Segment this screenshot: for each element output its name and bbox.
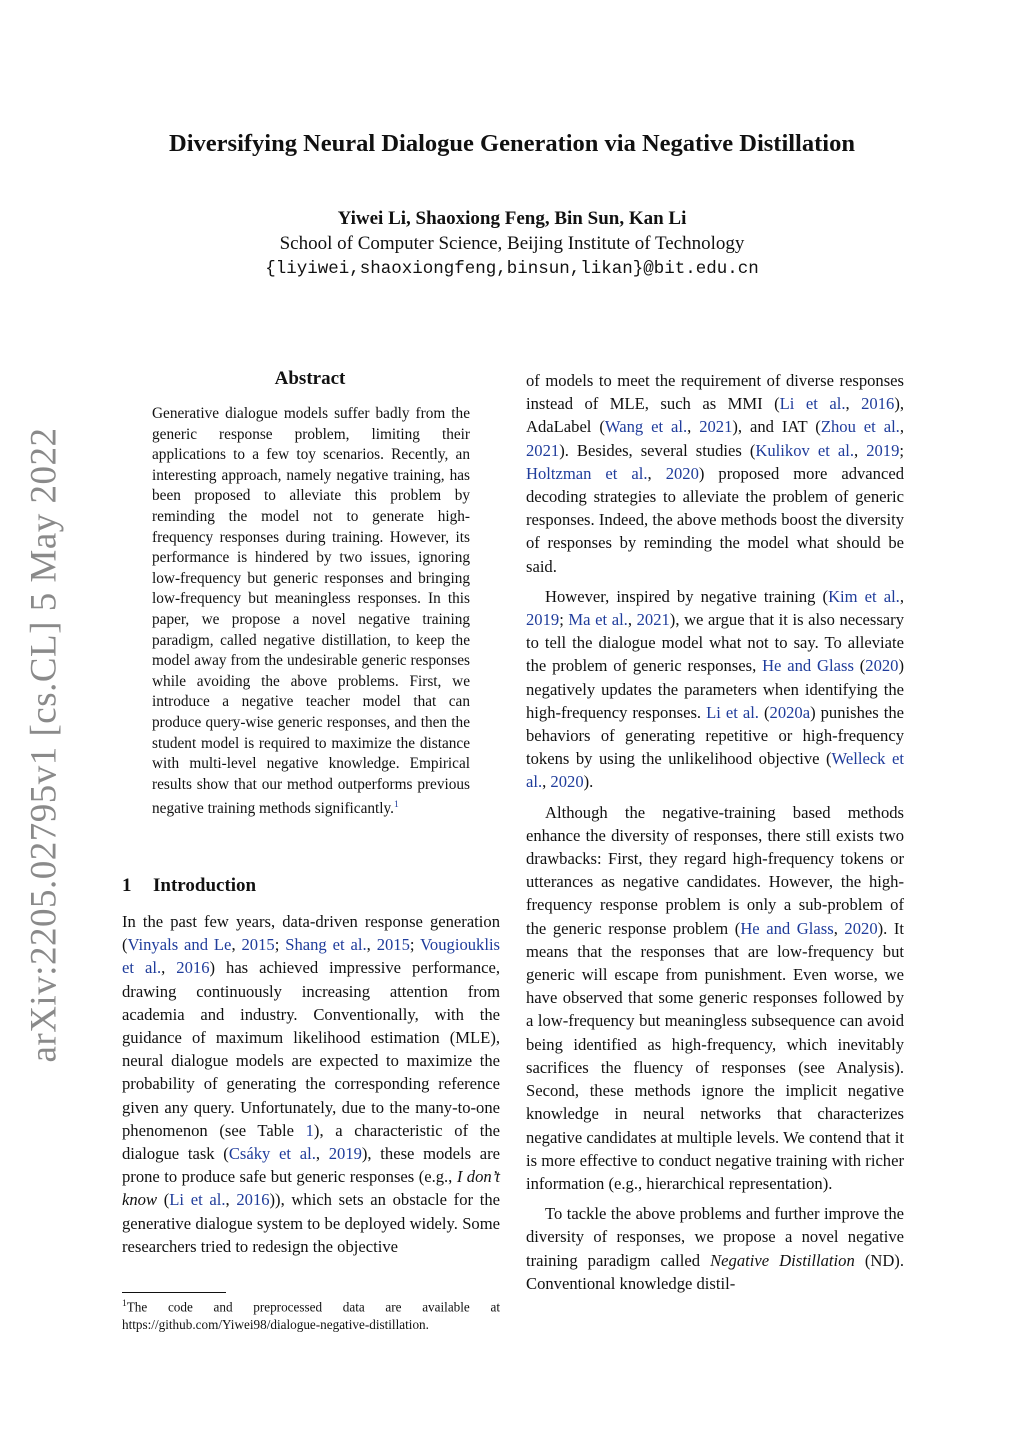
emphasis: I don’t know — [122, 1167, 500, 1210]
footnote — [122, 1296, 500, 1333]
citation-link[interactable]: 2020 — [865, 656, 899, 676]
citation-link[interactable]: 2015 — [376, 935, 410, 955]
citation-link[interactable]: Li et al. — [706, 702, 759, 722]
paragraph: However, inspired by negative training (Kim et al., 2019; Ma et al., 2021), we argue that it is also necessary to tell the dialogue model what not to say. To alleviate the problem of generic responses, He and Glass (2020) negatively updates the parameters when identifying the high-frequency responses. Li et al. (2020a) punishes the behaviors of generating repetitive or high-frequency tokens by using the unlikelihood objective (Welleck et al., 2020). — [526, 586, 904, 792]
section-heading — [122, 875, 256, 897]
citation-link[interactable]: 2019 — [526, 610, 560, 630]
citation-link[interactable]: 2020 — [844, 918, 878, 938]
author-list: Yiwei Li, Shaoxiong Feng, Bin Sun, Kan Li — [337, 208, 687, 229]
citation-link[interactable]: Zhou et al. — [820, 417, 900, 437]
abstract-body — [152, 404, 470, 820]
author-emails: {liyiwei,shaoxiongfeng,binsun,likan}@bit.edu.cn — [265, 259, 759, 279]
paper-title: Diversifying Neural Dialogue Generation via Negative Distillation — [169, 130, 855, 157]
abstract-text: Generative dialogue models suffer badly from the generic response problem, limiting their applications to a few toy scenarios. Recently, an interesting approach, namely negative training, has been proposed to alleviate this problem by reminding the model not to generate high-frequency responses during training. However, its performance is hindered by two issues, ignoring low-frequency but generic responses and bringing low-frequency but meaningless responses. In this paper, we propose a novel negative training paradigm, called negative distillation, to keep the model away from the undesirable generic responses while avoiding the above problems. First, we introduce a negative teacher model that can produce query-wise generic responses, and then the student model is required to maximize the distance with multi-level negative knowledge. Empirical results show that our method outperforms previous negative training methods significantly. — [152, 405, 470, 818]
citation-link[interactable]: 2021 — [526, 440, 560, 460]
footnote-text: The code and preprocessed data are available at https://github.com/Yiwei98/dialogue-negative-distillation. — [122, 1299, 500, 1332]
citation-link[interactable]: Welleck et al. — [526, 749, 904, 792]
citation-link[interactable]: He and Glass — [740, 918, 834, 938]
paragraph: Although the negative-training based methods enhance the diversity of responses, there still exists two drawbacks: First, they regard high-frequency tokens or utterances as negative candidates. However, the high-frequency response problem is only a sub-problem of the generic response problem (He and Glass, 2020). It means that the responses that are low-frequency but generic will escape from punishment. Even worse, we have observed that some generic responses followed by a low-frequency but meaningless subsequence can avoid being identified as high-frequency, which inevitably sacrifices the fluency of responses (see Analysis). Second, these methods ignore the implicit negative knowledge in neural networks that characterizes negative candidates at multiple levels. We contend that it is more effective to conduct negative training with richer information (e.g., hierarchical representation). — [526, 802, 905, 1193]
citation-link[interactable]: Vougiouklis et al. — [122, 935, 501, 978]
citation-link[interactable]: 2015 — [241, 935, 275, 955]
citation-link[interactable]: Li et al. — [779, 394, 846, 414]
citation-link[interactable]: 2019 — [866, 440, 900, 460]
abstract-heading: Abstract — [274, 368, 346, 389]
arxiv-identifier — [22, 427, 66, 1063]
citation-link[interactable]: 2020a — [769, 702, 811, 722]
citation-link[interactable]: Vinyals and Le — [127, 935, 232, 955]
citation-link[interactable]: Wang et al. — [604, 417, 688, 437]
citation-link[interactable]: 2021 — [636, 610, 670, 630]
citation-link[interactable]: 2016 — [176, 958, 210, 978]
emphasis: Negative Distillation — [710, 1250, 855, 1270]
section-number: 1 — [122, 875, 132, 896]
right-column — [526, 369, 904, 1295]
left-column — [122, 910, 500, 1258]
affiliation: School of Computer Science, Beijing Institute of Technology — [279, 233, 745, 254]
paragraph: In the past few years, data-driven response generation (Vinyals and Le, 2015; Shang et al., 2015; Vougiouklis et al., 2016) has achieved impressive performance, drawing continuously increasing attention from academia and industry. Conventionally, with the guidance of maximum likelihood estimation (MLE), neural dialogue models are expected to maximize the probability of generating the corresponding reference given any query. Unfortunately, due to the many-to-one phenomenon (see Table 1), a characteristic of the dialogue task (Csáky et al., 2019), these models are prone to produce safe but generic responses (e.g., I don’t know (Li et al., 2016)), which sets an obstacle for the generative dialogue system to be deployed widely. Some researchers tried to redesign the objective — [122, 912, 501, 1256]
arxiv-identifier-text: arXiv:2205.02795v1 [cs.CL] 5 May 2022 — [23, 427, 65, 1063]
citation-link[interactable]: Shang et al. — [285, 935, 367, 955]
citation-link[interactable]: Li et al. — [169, 1190, 226, 1210]
footnote-rule — [122, 1292, 226, 1293]
citation-link[interactable]: Csáky et al. — [228, 1144, 316, 1164]
citation-link[interactable]: 2021 — [699, 417, 733, 437]
footnote-ref[interactable]: 1 — [394, 800, 399, 811]
section-title: Introduction — [153, 875, 257, 896]
citation-link[interactable]: 2016 — [861, 394, 895, 414]
citation-link[interactable]: Kim et al. — [828, 586, 900, 606]
citation-link[interactable]: Holtzman et al. — [526, 463, 648, 483]
citation-link[interactable]: 2019 — [328, 1144, 362, 1164]
citation-link[interactable]: He and Glass — [762, 656, 854, 676]
citation-link[interactable]: 2020 — [665, 463, 699, 483]
citation-link[interactable]: Ma et al. — [568, 610, 628, 630]
table-ref-link[interactable]: 1 — [305, 1120, 314, 1140]
paragraph: To tackle the above problems and further improve the diversity of responses, we propose a novel negative training paradigm called Negative Distillation (ND). Conventional knowledge distil- — [526, 1204, 904, 1293]
paragraph: of models to meet the requirement of diverse responses instead of MLE, such as MMI (Li et al., 2016), AdaLabel (Wang et al., 2021), and IAT (Zhou et al., 2021). Besides, several studies (Kulikov et al., 2019; Holtzman et al., 2020) proposed more advanced decoding strategies to alleviate the problem of generic responses. Indeed, the above methods boost the diversity of responses by reminding the model what should be said. — [526, 371, 904, 576]
citation-link[interactable]: 2016 — [236, 1190, 270, 1210]
citation-link[interactable]: Kulikov et al. — [755, 440, 854, 460]
footnote-mark: 1 — [122, 1299, 127, 1309]
citation-link[interactable]: 2020 — [550, 772, 584, 792]
